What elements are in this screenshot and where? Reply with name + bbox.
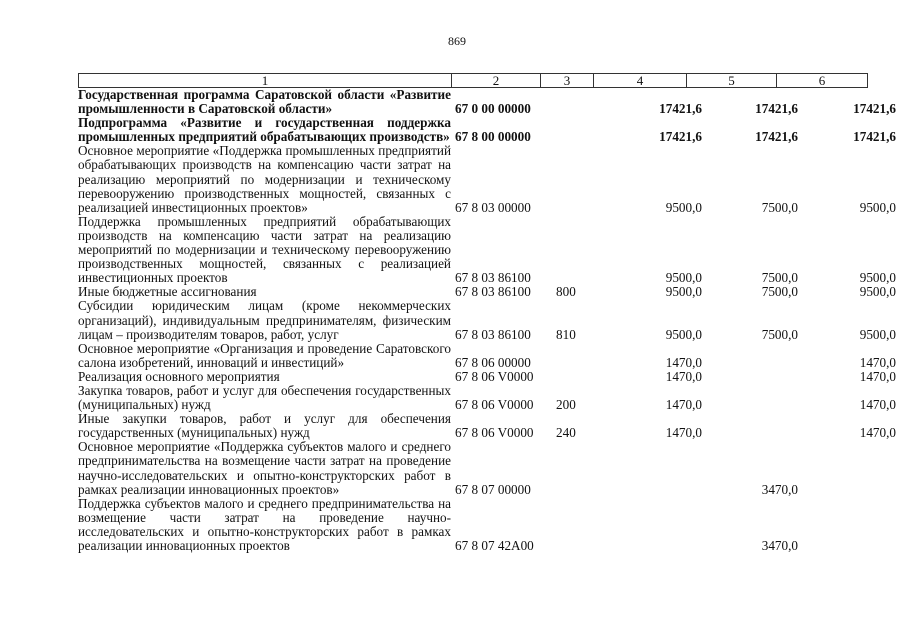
row-value-5: 7500,0: [761, 284, 798, 300]
table-row: [78, 497, 904, 553]
row-value-4: [609, 440, 708, 496]
row-name: Основное мероприятие «Поддержка промышленных предприятий обрабатывающих производств на компенсацию части затрат на реализацию мероприятий по модернизации и техническому перевооружению производственных мощностей, связанных с реализацией инвестиционных проектов»: [78, 143, 451, 215]
row-value-6: 17421,6: [853, 129, 896, 145]
row-value-4: 1470,0: [665, 397, 702, 413]
row-name: Закупка товаров, работ и услуг для обеспечения государственных (муниципальных) нужд: [78, 382, 451, 413]
table-row: [78, 412, 904, 440]
row-code: 67 8 06 V0000: [455, 397, 534, 413]
row-name: Подпрограмма «Развитие и государственная поддержка промышленных предприятий обрабатывающих производств»: [78, 115, 451, 145]
table-row: [78, 342, 904, 370]
row-code: 67 8 07 00000: [455, 481, 531, 497]
row-value-6: 17421,6: [853, 101, 896, 117]
row-value-4: 1470,0: [665, 425, 702, 441]
row-name: Поддержка промышленных предприятий обрабатывающих производств на компенсацию части затрат на реализацию мероприятий по модернизации и техническому перевооружению производственных мощностей, связанных с реализацией инвестиционных проектов: [78, 213, 451, 286]
row-value-5: [708, 370, 804, 384]
row-code: 67 8 03 86100: [455, 284, 531, 300]
table-row: [78, 285, 904, 299]
row-name: Основное мероприятие «Организация и проведение Саратовского салона изобретений, инноваций и инвестиций»: [78, 340, 451, 370]
row-value-5: 17421,6: [755, 101, 798, 117]
row-value-6: 9500,0: [859, 270, 896, 286]
row-value-5: 3470,0: [761, 481, 798, 497]
row-value-6: 9500,0: [859, 284, 896, 300]
row-value-5: [708, 384, 804, 412]
row-expense-type: [544, 116, 609, 144]
row-expense-type: [544, 497, 609, 553]
row-code: 67 8 03 86100: [455, 270, 531, 286]
table-body: [78, 88, 904, 553]
row-code: 67 8 06 V0000: [455, 368, 534, 384]
row-value-4: 9500,0: [665, 270, 702, 286]
column-header-4: 4: [593, 73, 686, 88]
row-value-6: 1470,0: [859, 368, 896, 384]
row-value-5: 7500,0: [761, 326, 798, 342]
row-name: Поддержка субъектов малого и среднего предпринимательства на возмещение части затрат на проведение научно-исследовательских и опытно-конструкторских работ в рамках реализации инновационных проектов: [78, 495, 451, 553]
row-expense-type: 240: [556, 425, 576, 441]
row-value-5: 3470,0: [761, 538, 798, 553]
row-value-5: 7500,0: [761, 270, 798, 286]
page-number: 869: [448, 34, 466, 48]
table-row: [78, 116, 904, 144]
table-header: [78, 73, 868, 87]
row-code: 67 8 06 00000: [455, 354, 531, 370]
row-value-4: [609, 497, 708, 553]
budget-table: [78, 88, 904, 553]
row-expense-type: [544, 144, 609, 214]
row-value-6: 1470,0: [859, 397, 896, 413]
column-header-1: 1: [78, 73, 451, 88]
row-value-4: 1470,0: [665, 354, 702, 370]
row-value-5: [708, 342, 804, 370]
row-code: 67 8 07 42A00: [455, 538, 534, 553]
row-expense-type: [544, 370, 609, 384]
row-value-4: 17421,6: [659, 101, 702, 117]
row-code: 67 8 03 86100: [455, 326, 531, 342]
row-value-6: 1470,0: [859, 354, 896, 370]
column-header-3: 3: [540, 73, 593, 88]
row-expense-type: 810: [556, 326, 576, 342]
table-row: [78, 384, 904, 412]
row-value-6: 1470,0: [859, 425, 896, 441]
row-value-4: 17421,6: [659, 129, 702, 145]
row-value-4: 1470,0: [665, 368, 702, 384]
column-header-5: 5: [686, 73, 776, 88]
row-name: Государственная программа Саратовской области «Развитие промышленности в Саратовской области»: [78, 87, 451, 117]
row-code: 67 8 06 V0000: [455, 425, 534, 441]
row-value-4: 9500,0: [665, 326, 702, 342]
column-header-2: 2: [451, 73, 540, 88]
row-value-6: [804, 440, 904, 496]
table-row: [78, 215, 904, 285]
row-value-6: [804, 497, 904, 553]
row-name: Реализация основного мероприятия: [78, 368, 280, 384]
row-expense-type: 800: [556, 284, 576, 300]
table-row: [78, 299, 904, 341]
row-name: Основное мероприятие «Поддержка субъектов малого и среднего предпринимательства на возмещение части затрат на проведение научно-исследовательских и опытно-конструкторских работ в рамках реализации инновационных проектов»: [78, 439, 451, 497]
table-row: [78, 370, 904, 384]
row-expense-type: [544, 88, 609, 116]
row-expense-type: 200: [556, 397, 576, 413]
row-value-4: 9500,0: [665, 284, 702, 300]
row-name: Субсидии юридическим лицам (кроме некоммерческих организаций), индивидуальным предпринимателям, физическим лицам – производителям товаров, работ, услуг: [78, 298, 451, 342]
column-header-6: 6: [776, 73, 868, 88]
row-expense-type: [544, 440, 609, 496]
row-value-6: 9500,0: [859, 199, 896, 215]
row-value-5: 7500,0: [761, 199, 798, 215]
row-code: 67 0 00 00000: [455, 101, 531, 117]
row-name: Иные закупки товаров, работ и услуг для обеспечения государственных (муниципальных) нужд: [78, 411, 451, 441]
row-name: Иные бюджетные ассигнования: [78, 284, 257, 300]
row-value-6: 9500,0: [859, 326, 896, 342]
row-code: 67 8 03 00000: [455, 199, 531, 215]
row-code: 67 8 00 00000: [455, 129, 531, 145]
row-value-5: 17421,6: [755, 129, 798, 145]
row-value-4: 9500,0: [665, 199, 702, 215]
table-row: [78, 88, 904, 116]
table-row: [78, 440, 904, 496]
table-row: [78, 144, 904, 214]
row-expense-type: [544, 215, 609, 285]
row-expense-type: [544, 342, 609, 370]
row-value-5: [708, 412, 804, 440]
